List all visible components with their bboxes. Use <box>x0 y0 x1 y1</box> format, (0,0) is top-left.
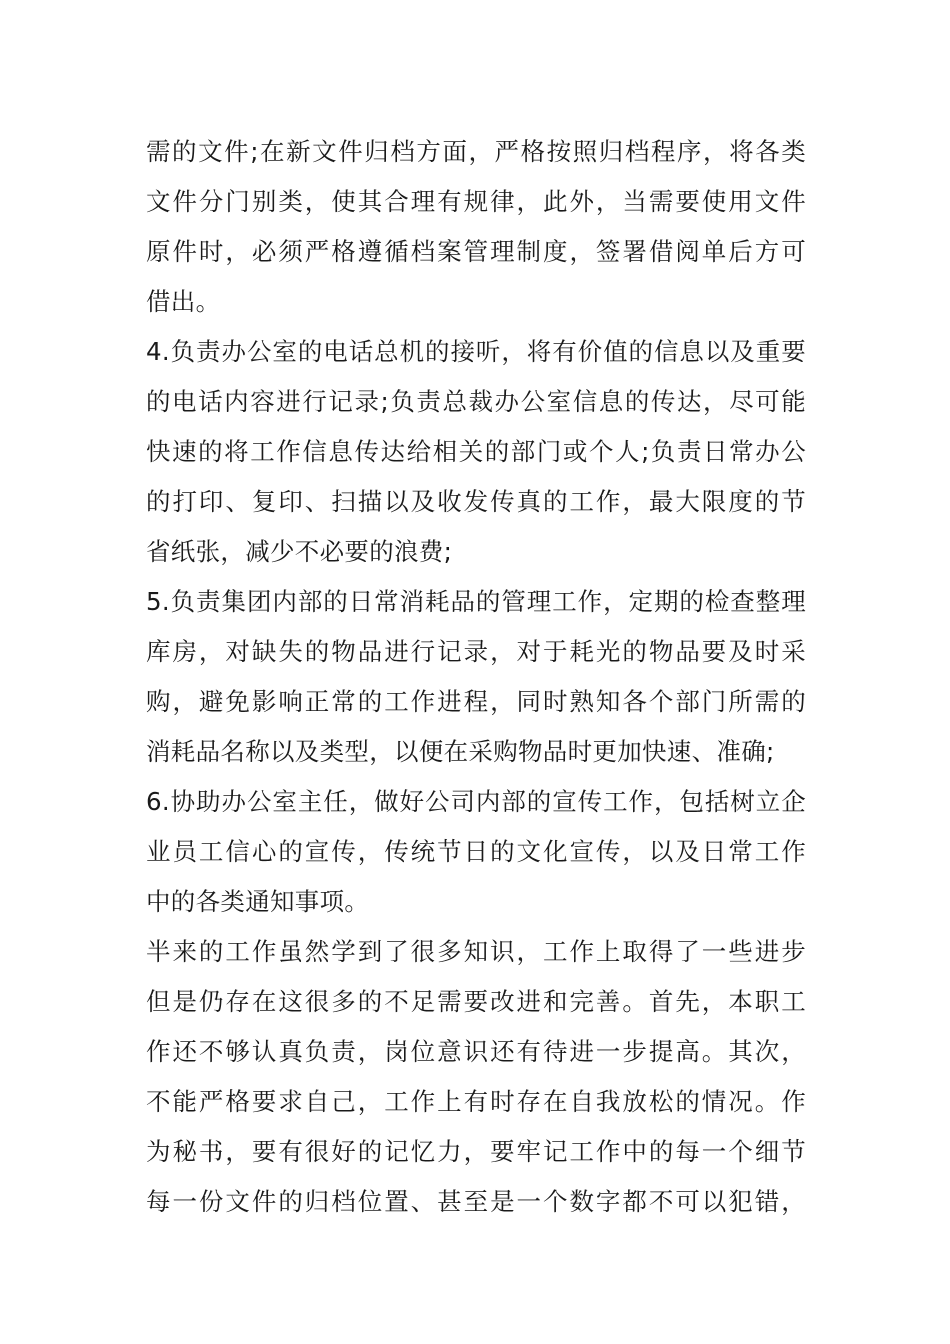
text-line: 每一份文件的归档位置、甚至是一个数字都不可以犯错， <box>146 1187 806 1216</box>
text-line: 需的文件;在新文件归档方面，严格按照归档程序，将各类 <box>146 137 806 166</box>
text-line: 作还不够认真负责，岗位意识还有待进一步提高。其次， <box>146 1037 806 1066</box>
text-line: 省纸张，减少不必要的浪费; <box>146 537 453 566</box>
text-line: 购，避免影响正常的工作进程，同时熟知各个部门所需的 <box>146 687 806 716</box>
text-line: 原件时，必须严格遵循档案管理制度，签署借阅单后方可 <box>146 237 806 266</box>
text-line: 中的各类通知事项。 <box>146 887 370 916</box>
text-line: 的打印、复印、扫描以及收发传真的工作，最大限度的节 <box>146 487 806 516</box>
list-item-6-line: 6.协助办公室主任，做好公司内部的宣传工作，包括树立企 <box>146 787 806 816</box>
text-line: 为秘书，要有很好的记忆力，要牢记工作中的每一个细节 <box>146 1137 806 1166</box>
body-text <box>146 127 806 1227</box>
text-line: 不能严格要求自己，工作上有时存在自我放松的情况。作 <box>146 1087 806 1116</box>
paragraph-line: 半来的工作虽然学到了很多知识，工作上取得了一些进步 <box>146 937 806 966</box>
text-line: 借出。 <box>146 287 221 316</box>
list-item-5-line: 5.负责集团内部的日常消耗品的管理工作，定期的检查整理 <box>146 587 806 616</box>
text-line: 文件分门别类，使其合理有规律，此外，当需要使用文件 <box>146 187 806 216</box>
text-line: 业员工信心的宣传，传统节日的文化宣传，以及日常工作 <box>146 837 806 866</box>
text-line: 的电话内容进行记录;负责总裁办公室信息的传达，尽可能 <box>146 387 806 416</box>
list-item-4-line: 4.负责办公室的电话总机的接听，将有价值的信息以及重要 <box>146 337 806 366</box>
text-line: 消耗品名称以及类型，以便在采购物品时更加快速、准确; <box>146 737 775 766</box>
text-line: 库房，对缺失的物品进行记录，对于耗光的物品要及时采 <box>146 637 806 666</box>
text-line: 但是仍存在这很多的不足需要改进和完善。首先，本职工 <box>146 987 806 1016</box>
text-line: 快速的将工作信息传达给相关的部门或个人;负责日常办公 <box>146 437 806 466</box>
